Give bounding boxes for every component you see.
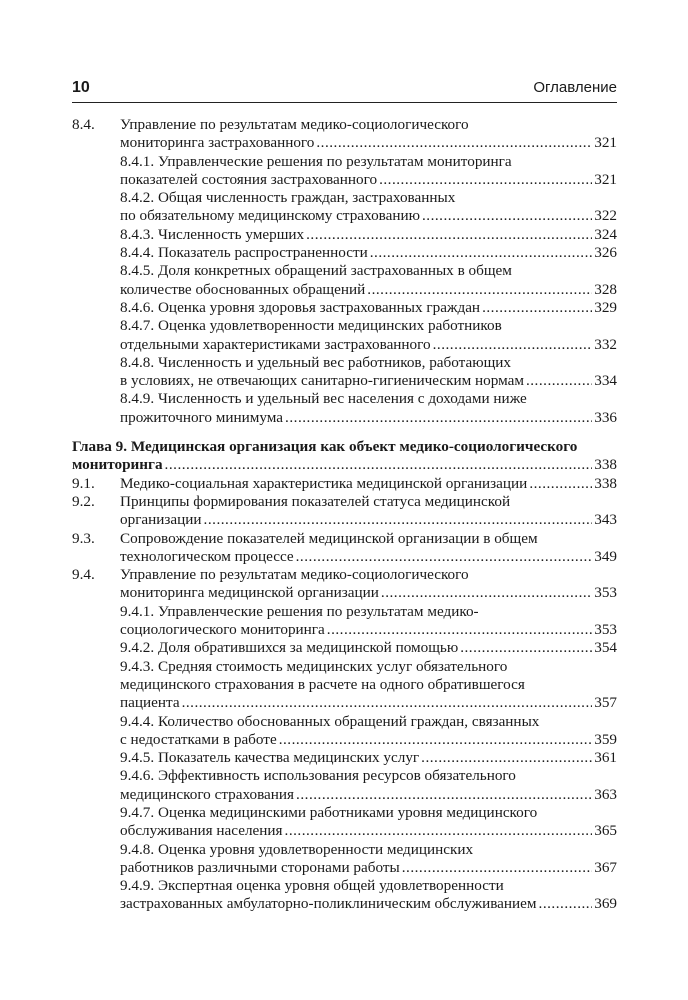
toc-entry-line: 8.4.7. Оценка удовлетворенности медицинских работников [120, 317, 502, 335]
toc-entry-title [72, 566, 617, 603]
table-of-contents [72, 116, 617, 914]
toc-entry-last-line [120, 299, 617, 317]
toc-entry [72, 153, 617, 190]
toc-entry-last-line [120, 409, 617, 427]
dot-leader [285, 409, 592, 427]
dot-leader [529, 475, 592, 493]
toc-entry-line: 8.4.9. Численность и удельный вес населения с доходами ниже [120, 390, 527, 408]
toc-page-number: 334 [594, 372, 617, 390]
toc-entry-last-line [120, 859, 617, 877]
toc-entry-line: работников различными сторонами работы [120, 858, 400, 876]
section-title: Оглавление [533, 79, 617, 96]
toc-entry [72, 877, 617, 914]
toc-page-number: 369 [594, 895, 617, 913]
toc-entry-number: 9.1. [72, 474, 95, 492]
toc-page-number: 338 [594, 456, 617, 474]
toc-entry-line: отдельными характеристиками застрахованного [120, 335, 431, 353]
toc-entry-title [72, 354, 617, 391]
toc-page-number: 343 [594, 511, 617, 529]
toc-entry-line: 9.4.8. Оценка уровня удовлетворенности медицинских [120, 840, 474, 858]
toc-page-number: 322 [594, 207, 617, 225]
dot-leader [204, 511, 593, 529]
toc-entry-title [72, 390, 617, 427]
toc-entry-last-line [120, 584, 617, 602]
toc-entry-title [72, 153, 617, 190]
toc-entry-line: 8.4.2. Общая численность граждан, застрахованных [120, 189, 456, 207]
toc-page-number: 349 [594, 547, 617, 565]
toc-entry-line: технологическом процессе [120, 547, 294, 565]
toc-entry [72, 189, 617, 226]
dot-leader [482, 299, 592, 317]
toc-entry-last-line [120, 336, 617, 354]
toc-page-number: 338 [594, 474, 617, 492]
toc-entry-last-line [120, 749, 617, 767]
toc-page-number: 353 [594, 621, 617, 639]
toc-entry-line: Глава 9. Медицинская организация как объект медико-социологического [72, 438, 578, 456]
toc-entry-title [72, 530, 617, 567]
toc-page-number: 353 [594, 584, 617, 602]
dot-leader [279, 731, 593, 749]
toc-entry-line: 9.4.9. Экспертная оценка уровня общей удовлетворенности [120, 877, 504, 895]
toc-entry [72, 530, 617, 567]
toc-entry-last-line [120, 621, 617, 639]
toc-entry-line: 8.4.3. Численность умерших [120, 225, 305, 243]
toc-entry [72, 244, 617, 262]
toc-entry-line: 9.4.4. Количество обоснованных обращений граждан, связанных [120, 712, 540, 730]
toc-entry-title [72, 438, 617, 475]
toc-entry-title [72, 299, 617, 317]
toc-entry-line: 9.4.5. Показатель качества медицинских услуг [120, 749, 420, 767]
toc-entry [72, 390, 617, 427]
dot-leader [539, 895, 593, 913]
dot-leader [367, 281, 592, 299]
toc-page-number: 328 [594, 280, 617, 298]
toc-entry-line: пациента [120, 694, 180, 712]
toc-entry-title [72, 317, 617, 354]
toc-entry-line: мониторинга медицинской организации [120, 584, 379, 602]
toc-page-number: 332 [594, 335, 617, 353]
toc-entry [72, 116, 617, 153]
toc-entry-line: Сопровождение показателей медицинской организации в общем [120, 529, 538, 547]
toc-entry-line: мониторинга [72, 456, 163, 474]
toc-entry-line: в условиях, не отвечающих санитарно-гигиеническим нормам [120, 372, 524, 390]
toc-entry [72, 493, 617, 530]
toc-entry [72, 354, 617, 391]
toc-entry-last-line [120, 822, 617, 840]
toc-entry-line: 8.4.6. Оценка уровня здоровья застрахованных граждан [120, 298, 481, 316]
toc-entry-line: Медико-социальная характеристика медицинской организации [120, 474, 528, 492]
toc-entry-last-line [120, 244, 617, 262]
toc-entry-last-line [120, 731, 617, 749]
toc-entry [72, 262, 617, 299]
toc-page-number: 321 [594, 170, 617, 188]
toc-entry-line: 9.4.2. Доля обратившихся за медицинской помощью [120, 639, 459, 657]
toc-entry-line: 8.4.8. Численность и удельный вес работников, работающих [120, 353, 511, 371]
toc-entry-last-line [120, 207, 617, 225]
toc-entry [72, 603, 617, 640]
toc-entry [72, 804, 617, 841]
toc-entry-last-line [72, 456, 617, 474]
toc-entry-last-line [120, 895, 617, 913]
toc-entry-line: 9.4.3. Средняя стоимость медицинских услуг обязательного [120, 657, 508, 675]
toc-entry [72, 299, 617, 317]
toc-entry-last-line [120, 511, 617, 529]
toc-entry-title [72, 493, 617, 530]
toc-entry-last-line [120, 694, 617, 712]
dot-leader [165, 456, 593, 474]
toc-entry-line: Принципы формирования показателей статуса медицинской [120, 492, 511, 510]
toc-entry-line: 9.4.7. Оценка медицинскими работниками уровня медицинского [120, 803, 538, 821]
toc-entry-number: 9.3. [72, 529, 95, 547]
toc-entry-last-line [120, 226, 617, 244]
toc-entry-title [72, 658, 617, 713]
toc-entry [72, 226, 617, 244]
toc-page-number: 361 [594, 749, 617, 767]
toc-entry-number: 9.2. [72, 492, 95, 510]
toc-entry-number: 9.4. [72, 566, 95, 584]
dot-leader [327, 621, 592, 639]
toc-page-number: 363 [594, 785, 617, 803]
dot-leader [182, 694, 593, 712]
toc-entry [72, 749, 617, 767]
toc-entry-title [72, 226, 617, 244]
toc-entry-last-line [120, 639, 617, 657]
toc-entry [72, 713, 617, 750]
toc-entry-line: 9.4.1. Управленческие решения по результатам медико- [120, 602, 479, 620]
toc-entry-line: застрахованных амбулаторно-поликлиническим обслуживанием [120, 895, 537, 913]
toc-entry-title [72, 841, 617, 878]
toc-entry-title [72, 639, 617, 657]
toc-entry-last-line [120, 171, 617, 189]
toc-entry-title [72, 116, 617, 153]
toc-page-number: 367 [594, 858, 617, 876]
toc-entry-line: медицинского страхования в расчете на одного обратившегося [120, 675, 525, 693]
toc-entry-last-line [120, 548, 617, 566]
toc-entry-line: организации [120, 511, 202, 529]
toc-entry-line: Управление по результатам медико-социологического [120, 566, 469, 584]
toc-entry-title [72, 244, 617, 262]
toc-entry [72, 658, 617, 713]
toc-entry-line: социологического мониторинга [120, 621, 325, 639]
toc-entry-line: медицинского страхования [120, 785, 295, 803]
toc-entry-number: 8.4. [72, 116, 95, 133]
toc-entry-title [72, 767, 617, 804]
toc-entry-line: 8.4.5. Доля конкретных обращений застрахованных в общем [120, 262, 512, 280]
dot-leader [381, 584, 592, 602]
toc-entry [72, 438, 617, 475]
dot-leader [296, 548, 593, 566]
toc-entry [72, 767, 617, 804]
toc-entry-line: показателей состояния застрахованного [120, 170, 378, 188]
toc-entry-last-line [120, 281, 617, 299]
dot-leader [370, 244, 593, 262]
dot-leader [433, 336, 593, 354]
toc-page-number: 336 [594, 408, 617, 426]
dot-leader [421, 749, 592, 767]
toc-entry [72, 566, 617, 603]
toc-entry-line: обслуживания населения [120, 822, 283, 840]
toc-entry [72, 841, 617, 878]
toc-entry-line: прожиточного минимума [120, 408, 284, 426]
toc-page-number: 329 [594, 298, 617, 316]
toc-entry-line: с недостатками в работе [120, 730, 277, 748]
toc-entry-line: мониторинга застрахованного [120, 134, 315, 152]
toc-entry-title [72, 713, 617, 750]
toc-page-number: 324 [594, 225, 617, 243]
toc-page-number: 321 [594, 134, 617, 152]
toc-entry-last-line [120, 786, 617, 804]
dot-leader [526, 372, 592, 390]
toc-entry-title [72, 804, 617, 841]
dot-leader [285, 822, 593, 840]
toc-entry-line: 8.4.4. Показатель распространенности [120, 244, 368, 262]
toc-entry [72, 317, 617, 354]
toc-entry-last-line [120, 475, 617, 493]
dot-leader [402, 859, 592, 877]
toc-entry-title [72, 877, 617, 914]
toc-entry-title [72, 262, 617, 299]
toc-page-number: 357 [594, 694, 617, 712]
toc-entry-title [72, 603, 617, 640]
running-header [72, 76, 617, 103]
dot-leader [306, 226, 592, 244]
toc-entry-title [72, 189, 617, 226]
toc-entry-last-line [120, 134, 617, 152]
toc-entry-title [72, 749, 617, 767]
toc-entry [72, 639, 617, 657]
toc-entry-line: количестве обоснованных обращений [120, 280, 366, 298]
dot-leader [460, 639, 592, 657]
toc-entry-line: по обязательному медицинскому страхованию [120, 207, 420, 225]
dot-leader [296, 786, 592, 804]
toc-entry-line: 8.4.1. Управленческие решения по результатам мониторинга [120, 152, 512, 170]
toc-page-number: 365 [594, 822, 617, 840]
toc-page-number: 326 [594, 244, 617, 262]
toc-entry-title [72, 475, 617, 493]
toc-page-number: 354 [594, 639, 617, 657]
toc-entry-line: Управление по результатам медико-социологического [120, 116, 469, 133]
dot-leader [379, 171, 592, 189]
page-number: 10 [72, 79, 90, 96]
dot-leader [316, 134, 592, 152]
toc-entry-line: 9.4.6. Эффективность использования ресурсов обязательного [120, 767, 516, 785]
toc-page-number: 359 [594, 730, 617, 748]
toc-entry-last-line [120, 372, 617, 390]
dot-leader [422, 207, 592, 225]
toc-entry [72, 475, 617, 493]
